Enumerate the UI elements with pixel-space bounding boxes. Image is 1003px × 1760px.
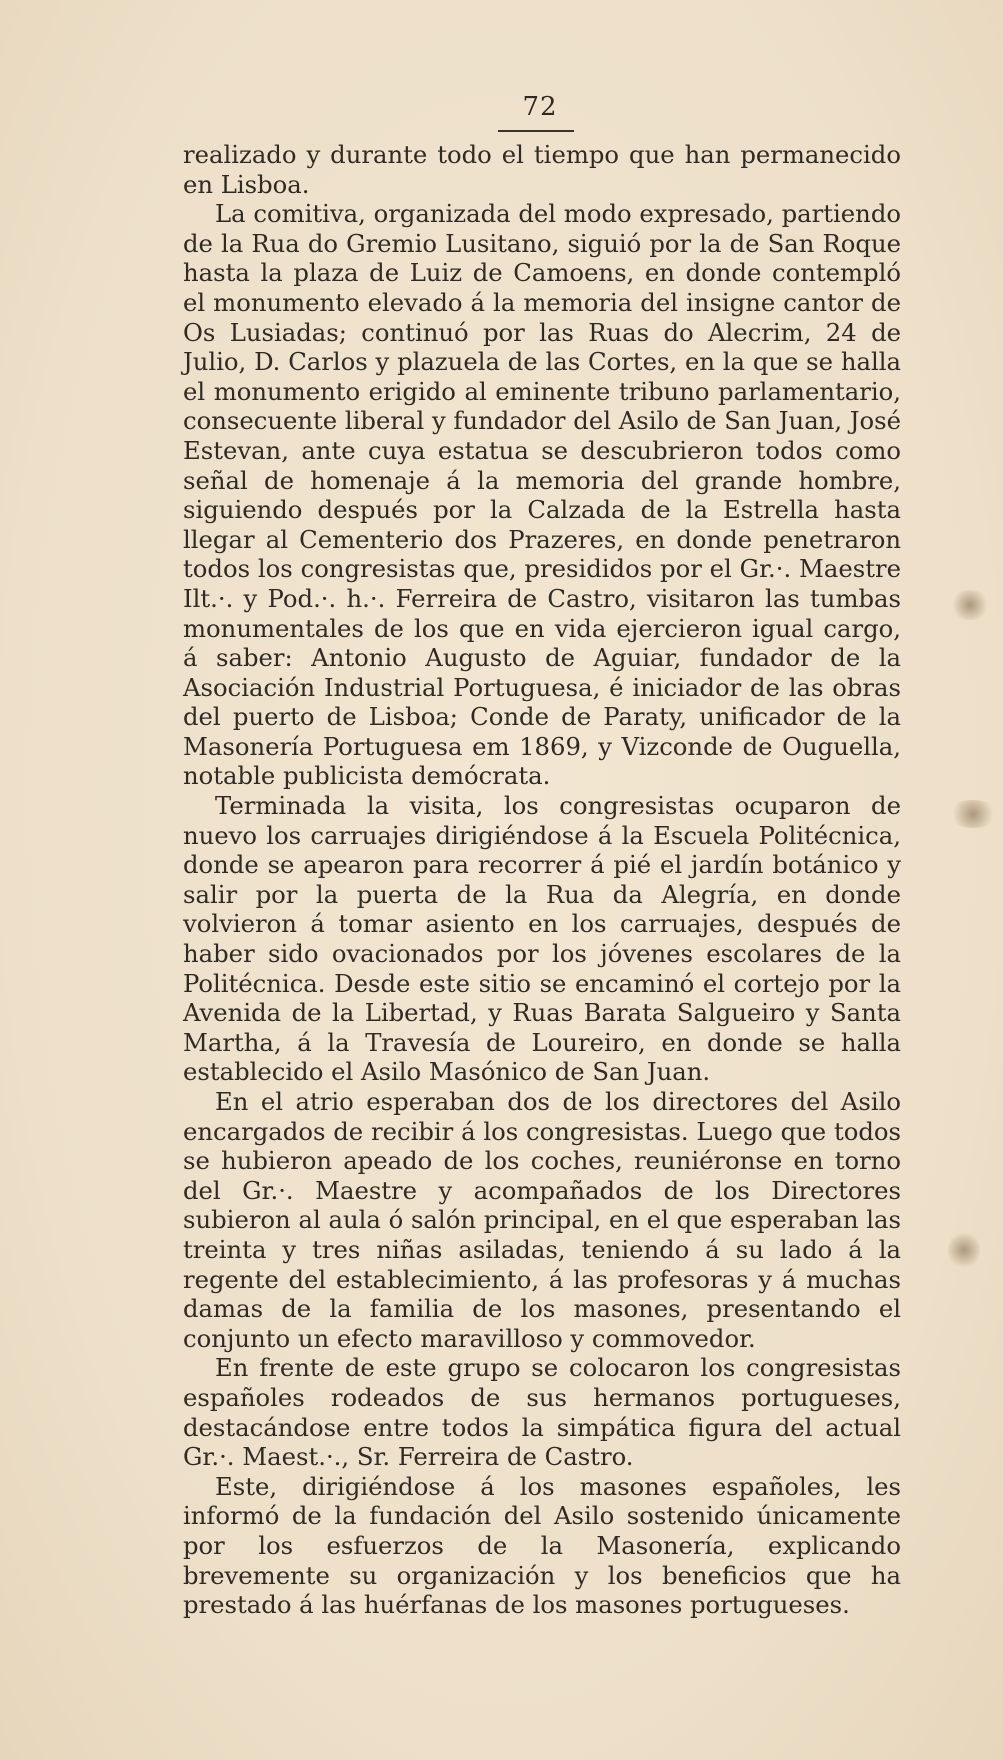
ink-blot (950, 590, 990, 620)
paragraph-1: realizado y durante todo el tiempo que han permanecido en Lisboa. (183, 140, 901, 199)
paragraph-3: Terminada la visita, los congresistas ocuparon de nuevo los carruajes dirigiéndose á la Escuela Politécnica, donde se apearon para recorrer á pié el jardín botánico y salir por la puerta de la Rua da Alegría, en donde volvieron á tomar asiento en los carruajes, después de haber sido ovacionados por los jóvenes escolares de la Politécnica. Desde este sitio se encaminó el cortejo por la Avenida de la Libertad, y Ruas Barata Salgueiro y Santa Martha, á la Travesía de Loureiro, en donde se halla establecido el Asilo Masónico de San Juan. (183, 791, 901, 1087)
body-text (183, 140, 901, 1620)
page-number-rule (498, 130, 574, 132)
ink-blot (948, 800, 998, 828)
paragraph-4: En el atrio esperaban dos de los directores del Asilo encargados de recibir á los congresistas. Luego que todos se hubieron apeado de los coches, reuniéronse en torno del Gr.·. Maestre y acompañados de los Directores subieron al aula ó salón principal, en el que esperaban las treinta y tres niñas asiladas, teniendo á su lado á la regente del establecimiento, á las profesoras y á muchas damas de la familia de los masones, presentando el conjunto un efecto maravilloso y commovedor. (183, 1087, 901, 1353)
paragraph-2: La comitiva, organizada del modo expresado, partiendo de la Rua do Gremio Lusitano, siguió por la de San Roque hasta la plaza de Luiz de Camoens, en donde contempló el monumento elevado á la memoria del insigne cantor de Os Lusiadas; continuó por las Ruas do Alecrim, 24 de Julio, D. Carlos y plazuela de las Cortes, en la que se halla el monumento erigido al eminente tribuno parlamentario, consecuente liberal y fundador del Asilo de San Juan, José Estevan, ante cuya estatua se descubrieron todos como señal de homenaje á la memoria del grande hombre, siguiendo después por la Calzada de la Estrella hasta llegar al Cementerio dos Prazeres, en donde penetraron todos los congresistas que, presididos por el Gr.·. Maestre Ilt.·. y Pod.·. h.·. Ferreira de Castro, visitaron las tumbas monumentales de los que en vida ejercieron igual cargo, á saber: Antonio Augusto de Aguiar, fundador de la Asociación Industrial Portuguesa, é iniciador de las obras del puerto de Lisboa; Conde de Paraty, unificador de la Masonería Portuguesa em 1869, y Vizconde de Ouguella, notable publicista demócrata. (183, 199, 901, 791)
paragraph-6: Este, dirigiéndose á los masones españoles, les informó de la fundación del Asilo sostenido únicamente por los esfuerzos de la Masonería, explicando brevemente su organización y los beneficios que ha prestado á las huérfanas de los masones portugueses. (183, 1471, 901, 1620)
ink-blot (948, 1230, 980, 1270)
paragraph-5: En frente de este grupo se colocaron los congresistas españoles rodeados de sus hermanos portugueses, destacándose entre todos la simpática figura del actual Gr.·. Maest.·., Sr. Ferreira de Castro. (183, 1353, 901, 1472)
page-number: 72 (522, 92, 558, 122)
